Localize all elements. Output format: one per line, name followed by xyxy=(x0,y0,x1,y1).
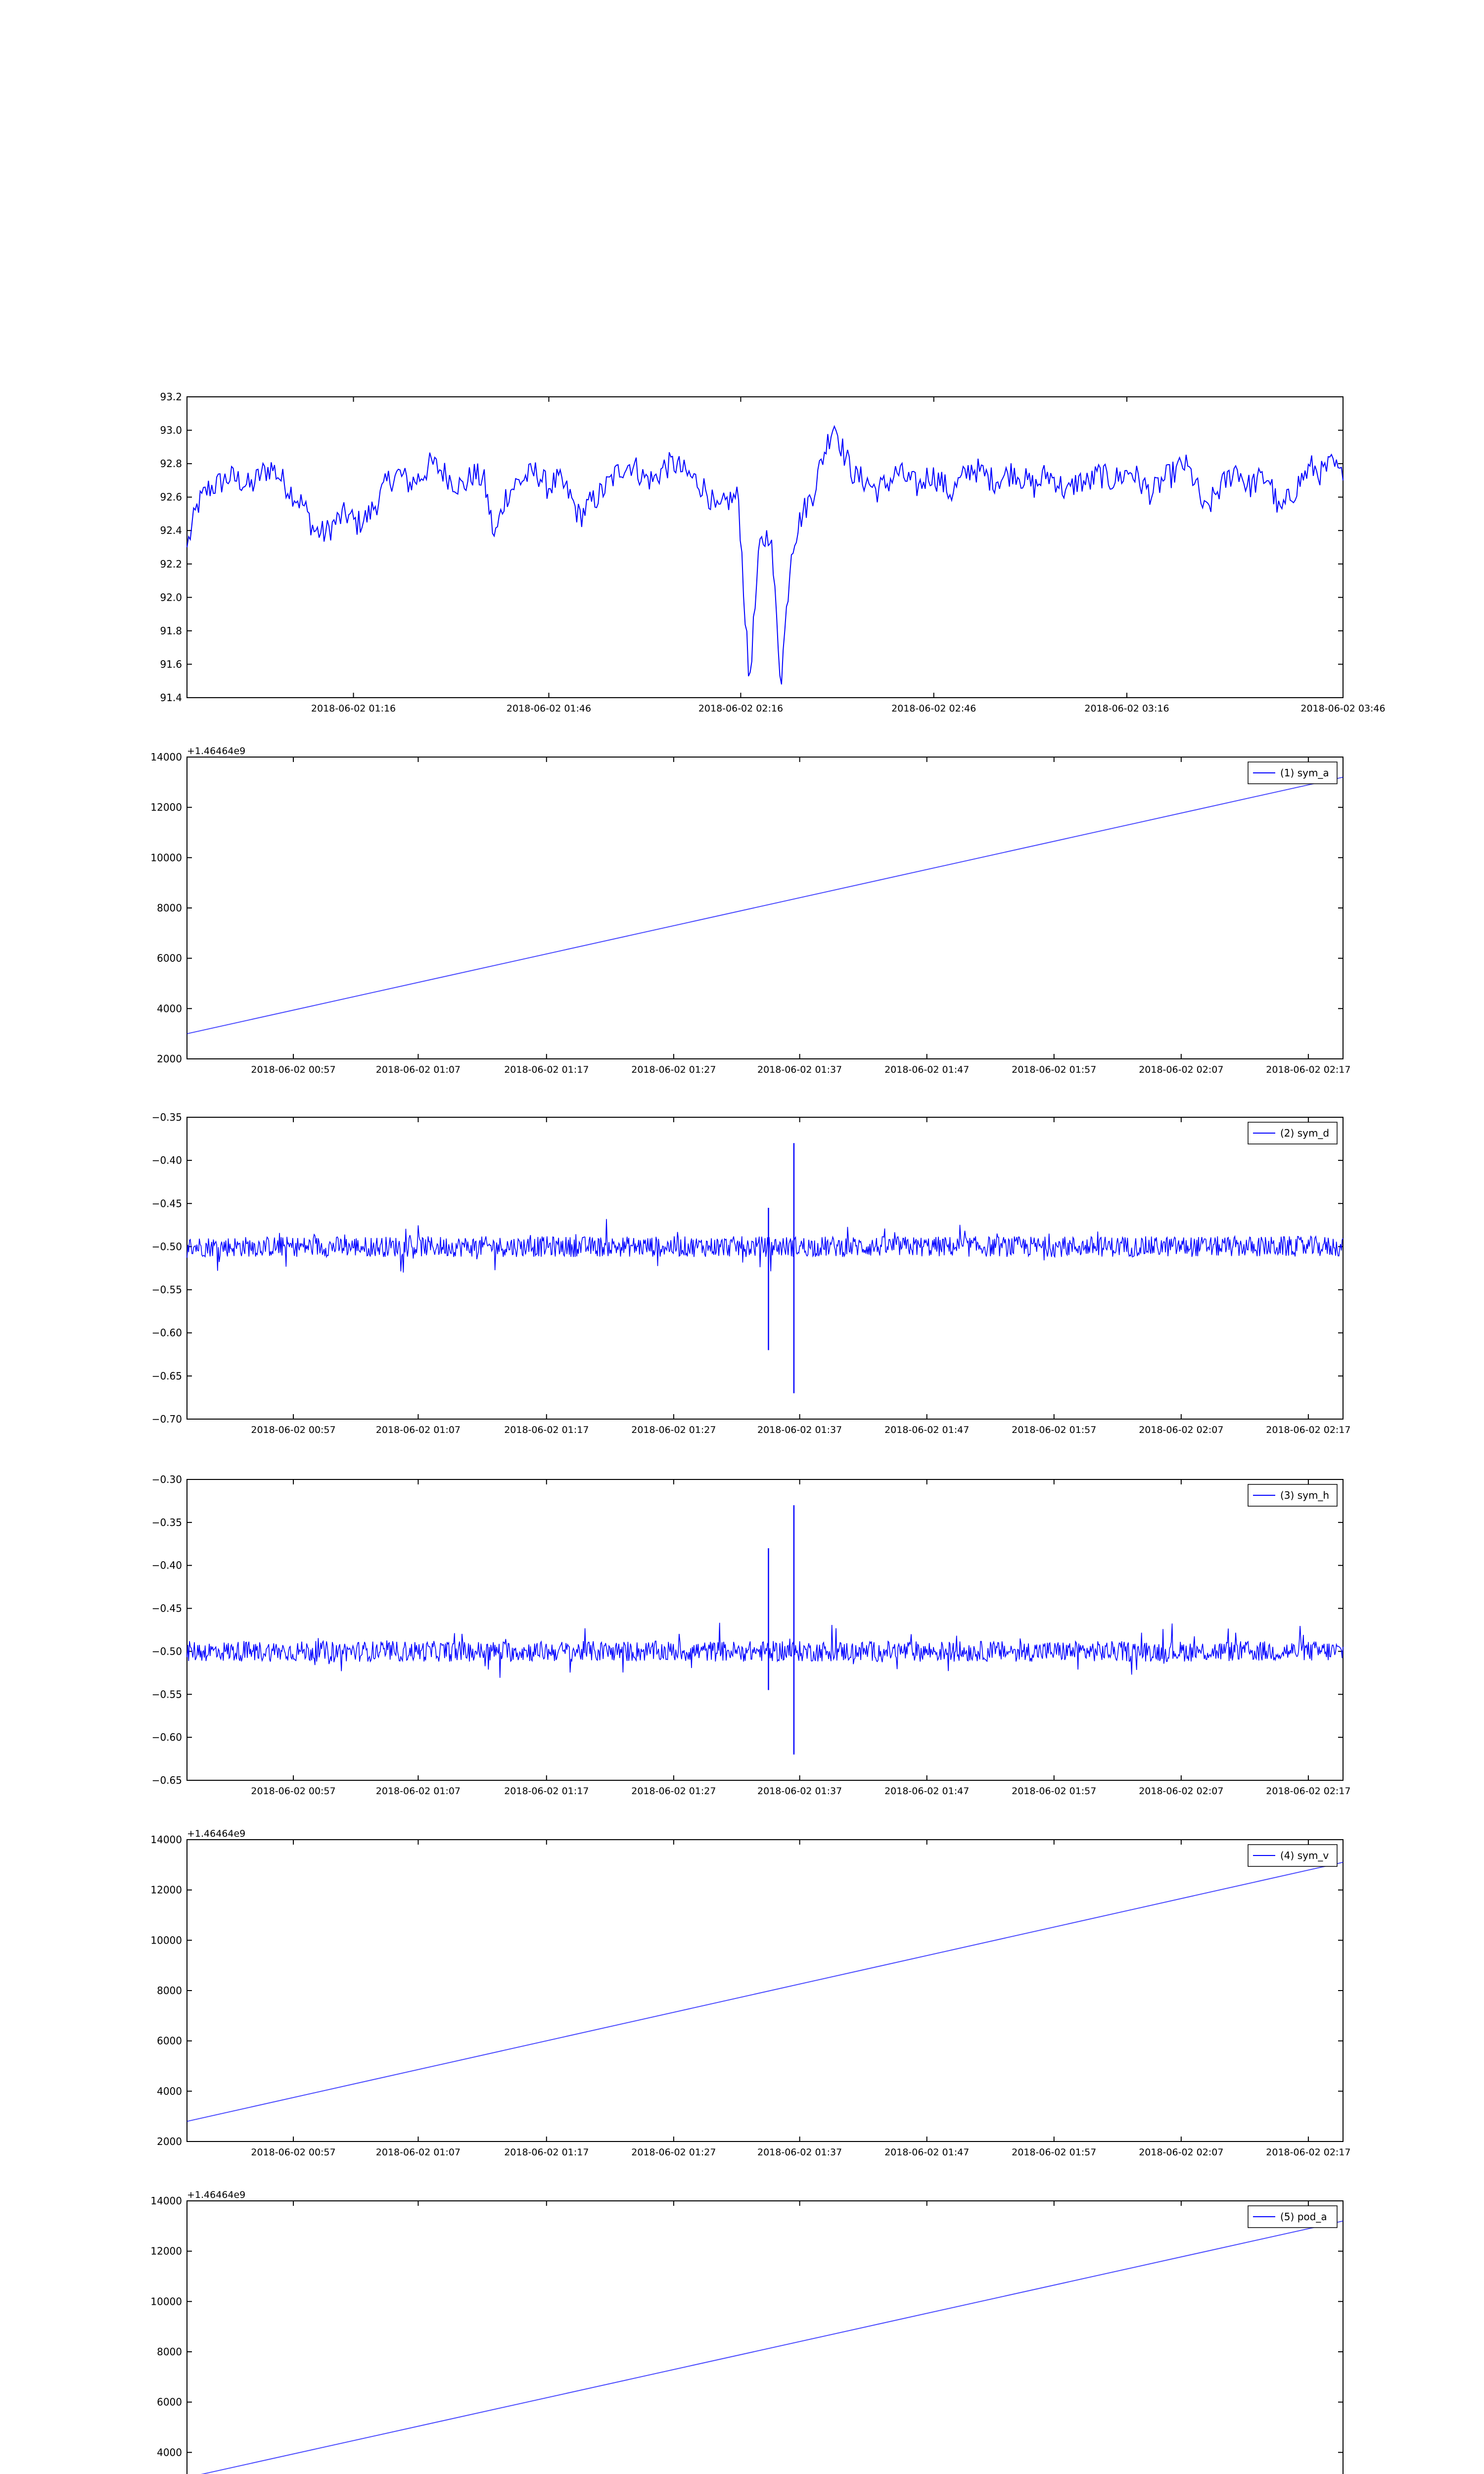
y-tick-label: 91.6 xyxy=(160,658,182,670)
x-tick-label: 2018-06-02 01:27 xyxy=(631,1425,716,1435)
y-tick-label: 91.4 xyxy=(160,692,182,704)
x-tick-label: 2018-06-02 01:16 xyxy=(311,703,396,714)
legend-label: (2) sym_d xyxy=(1280,1127,1330,1139)
offset-text: +1.46464e9 xyxy=(187,2189,246,2200)
legend xyxy=(1248,762,1337,784)
x-tick-label: 2018-06-02 03:46 xyxy=(1300,703,1386,714)
axes-frame xyxy=(187,757,1343,1059)
y-tick-label: 92.4 xyxy=(160,524,182,537)
legend-label: (4) sym_v xyxy=(1280,1850,1329,1861)
x-tick-label: 2018-06-02 01:27 xyxy=(631,1064,716,1075)
x-tick-label: 2018-06-02 01:57 xyxy=(1012,2147,1097,2158)
y-tick-label: 93.2 xyxy=(160,391,182,403)
x-tick-label: 2018-06-02 01:07 xyxy=(375,2147,461,2158)
y-tick-label: −0.65 xyxy=(151,1774,182,1786)
y-tick-label: −0.30 xyxy=(151,1474,182,1485)
y-tick-label: −0.50 xyxy=(151,1645,182,1658)
y-tick-label: −0.35 xyxy=(151,1516,182,1528)
series-line xyxy=(187,1623,1343,1678)
y-tick-label: 6000 xyxy=(157,952,182,964)
y-tick-label: 12000 xyxy=(150,2245,182,2257)
y-tick-label: 12000 xyxy=(150,1884,182,1896)
y-tick-label: 4000 xyxy=(157,2446,182,2459)
axes-frame xyxy=(187,1117,1343,1419)
series-line xyxy=(187,427,1343,684)
y-tick-label: 10000 xyxy=(150,1934,182,1947)
y-tick-label: 10000 xyxy=(150,2295,182,2308)
x-tick-label: 2018-06-02 02:16 xyxy=(698,703,784,714)
x-tick-label: 2018-06-02 02:46 xyxy=(891,703,976,714)
y-tick-label: 6000 xyxy=(157,2035,182,2047)
y-tick-label: 10000 xyxy=(150,852,182,864)
x-tick-label: 2018-06-02 01:07 xyxy=(375,1786,461,1797)
y-tick-label: −0.60 xyxy=(151,1327,182,1339)
y-tick-label: 14000 xyxy=(150,1834,182,1846)
x-tick-label: 2018-06-02 00:57 xyxy=(251,1064,336,1075)
y-tick-label: 4000 xyxy=(157,2085,182,2097)
x-tick-label: 2018-06-02 02:17 xyxy=(1266,1786,1351,1797)
subplot-1 xyxy=(150,746,1350,1075)
y-tick-label: 14000 xyxy=(150,751,182,763)
x-tick-label: 2018-06-02 02:07 xyxy=(1139,1425,1224,1435)
x-tick-label: 2018-06-02 01:17 xyxy=(504,1425,589,1435)
x-tick-label: 2018-06-02 03:16 xyxy=(1084,703,1169,714)
y-tick-label: 2000 xyxy=(157,1053,182,1065)
offset-text: +1.46464e9 xyxy=(187,746,246,757)
x-tick-label: 2018-06-02 01:47 xyxy=(884,1064,970,1075)
x-tick-label: 2018-06-02 01:17 xyxy=(504,2147,589,2158)
y-tick-label: −0.55 xyxy=(151,1688,182,1701)
y-tick-label: 92.0 xyxy=(160,591,182,604)
legend-label: (3) sym_h xyxy=(1280,1489,1330,1501)
x-tick-label: 2018-06-02 00:57 xyxy=(251,2147,336,2158)
y-tick-label: −0.45 xyxy=(151,1197,182,1210)
x-tick-label: 2018-06-02 01:37 xyxy=(757,1064,842,1075)
x-tick-label: 2018-06-02 01:17 xyxy=(504,1064,589,1075)
x-tick-label: 2018-06-02 01:47 xyxy=(884,2147,970,2158)
subplot-2 xyxy=(152,1111,1351,1435)
x-tick-label: 2018-06-02 01:37 xyxy=(757,2147,842,2158)
y-tick-label: 8000 xyxy=(157,1985,182,1997)
x-tick-label: 2018-06-02 01:37 xyxy=(757,1786,842,1797)
x-tick-label: 2018-06-02 01:27 xyxy=(631,2147,716,2158)
legend-label: (1) sym_a xyxy=(1280,767,1329,779)
x-tick-label: 2018-06-02 01:46 xyxy=(506,703,592,714)
x-tick-label: 2018-06-02 02:17 xyxy=(1266,1064,1351,1075)
y-tick-label: 4000 xyxy=(157,1002,182,1015)
y-tick-label: −0.50 xyxy=(151,1240,182,1253)
y-tick-label: 2000 xyxy=(157,2136,182,2147)
series-line xyxy=(187,777,1343,1034)
y-tick-label: −0.35 xyxy=(151,1111,182,1123)
series-line xyxy=(187,2221,1343,2474)
x-tick-label: 2018-06-02 01:47 xyxy=(884,1425,970,1435)
y-tick-label: 12000 xyxy=(150,801,182,813)
subplot-3 xyxy=(152,1474,1351,1797)
x-tick-label: 2018-06-02 01:57 xyxy=(1012,1786,1097,1797)
y-tick-label: −0.70 xyxy=(151,1413,182,1425)
x-tick-label: 2018-06-02 00:57 xyxy=(251,1425,336,1435)
x-tick-label: 2018-06-02 01:37 xyxy=(757,1425,842,1435)
subplot-0 xyxy=(160,391,1385,714)
x-tick-label: 2018-06-02 00:57 xyxy=(251,1786,336,1797)
x-tick-label: 2018-06-02 01:07 xyxy=(375,1064,461,1075)
y-tick-label: −0.55 xyxy=(151,1284,182,1296)
offset-text: +1.46464e9 xyxy=(187,1828,246,1839)
x-tick-label: 2018-06-02 02:17 xyxy=(1266,2147,1351,2158)
x-tick-label: 2018-06-02 02:07 xyxy=(1139,1786,1224,1797)
x-tick-label: 2018-06-02 01:57 xyxy=(1012,1064,1097,1075)
y-tick-label: −0.40 xyxy=(151,1154,182,1167)
legend xyxy=(1248,1122,1337,1144)
subplot-4 xyxy=(150,1828,1350,2158)
y-tick-label: 92.6 xyxy=(160,491,182,503)
axes-frame xyxy=(187,2201,1343,2474)
x-tick-label: 2018-06-02 01:57 xyxy=(1012,1425,1097,1435)
x-tick-label: 2018-06-02 02:07 xyxy=(1139,1064,1224,1075)
x-tick-label: 2018-06-02 01:17 xyxy=(504,1786,589,1797)
y-tick-label: 93.0 xyxy=(160,424,182,436)
x-tick-label: 2018-06-02 01:07 xyxy=(375,1425,461,1435)
series-line xyxy=(187,1862,1343,2122)
y-tick-label: −0.45 xyxy=(151,1602,182,1615)
legend xyxy=(1248,1845,1337,1866)
legend xyxy=(1248,1484,1337,1506)
legend xyxy=(1248,2206,1337,2228)
y-tick-label: 92.2 xyxy=(160,558,182,570)
y-tick-label: 92.8 xyxy=(160,458,182,470)
y-tick-label: 8000 xyxy=(157,2346,182,2358)
axes-frame xyxy=(187,397,1343,698)
y-tick-label: 8000 xyxy=(157,902,182,914)
y-tick-label: −0.65 xyxy=(151,1370,182,1382)
x-tick-label: 2018-06-02 02:07 xyxy=(1139,2147,1224,2158)
y-tick-label: 14000 xyxy=(150,2195,182,2207)
y-tick-label: −0.60 xyxy=(151,1731,182,1744)
y-tick-label: 91.8 xyxy=(160,624,182,637)
x-tick-label: 2018-06-02 02:17 xyxy=(1266,1425,1351,1435)
subplot-5 xyxy=(150,2189,1350,2474)
y-tick-label: 6000 xyxy=(157,2396,182,2408)
x-tick-label: 2018-06-02 01:27 xyxy=(631,1786,716,1797)
axes-frame xyxy=(187,1840,1343,2141)
legend-label: (5) pod_a xyxy=(1280,2211,1327,2223)
y-tick-label: −0.40 xyxy=(151,1559,182,1571)
x-tick-label: 2018-06-02 01:47 xyxy=(884,1786,970,1797)
axes-frame xyxy=(187,1479,1343,1780)
series-line xyxy=(187,1219,1343,1273)
